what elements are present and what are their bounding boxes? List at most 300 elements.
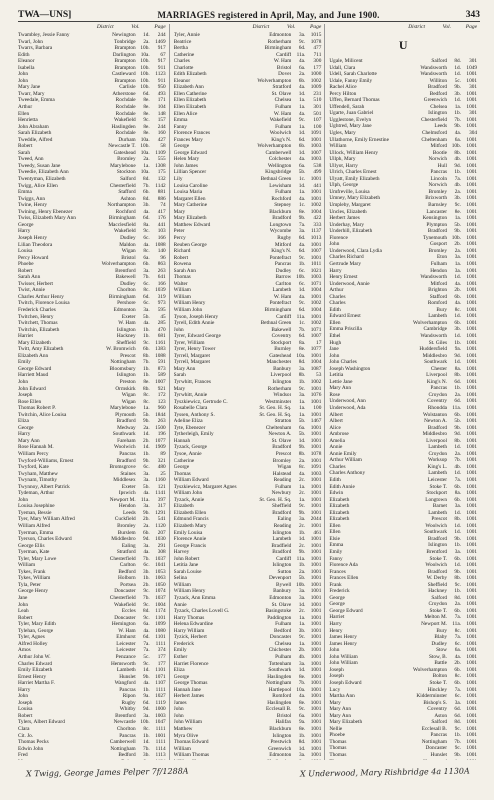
entry-name: Elizabeth Ellen: [173, 509, 207, 516]
entry-page: 1001: [466, 450, 478, 457]
entry-page: 1001: [466, 673, 478, 680]
entry-district: Fulham: [275, 123, 292, 130]
entry-volume: 1b.: [454, 110, 462, 117]
entry-page: 1001: [310, 568, 322, 575]
entry-page: 1071: [310, 280, 322, 287]
entry-page: 231: [313, 90, 322, 97]
entry-page: 1000: [310, 71, 322, 78]
entry-page: 123: [157, 398, 166, 405]
entry-name: Tyrwhitt, Frances: [173, 378, 211, 385]
entry-district: Lambeth: [428, 509, 448, 516]
entry-name: George Henry: [18, 588, 49, 595]
entry-name: William: [173, 287, 191, 294]
entry-volume: 9d.: [143, 706, 150, 713]
entry-volume: 8e.: [299, 208, 306, 215]
entry-volume: 8d.: [143, 195, 150, 202]
entry-name: Twarr, Mary: [18, 90, 45, 97]
entry-volume: 2c.: [299, 523, 306, 530]
entry-district: Hemington: [111, 621, 136, 628]
entry-volume: 1d.: [454, 562, 462, 569]
entry-page: 1001: [310, 293, 322, 300]
entry-page: 263: [157, 418, 166, 425]
entry-volume: 8e.: [143, 123, 150, 130]
entry-name: John Robert: [173, 555, 200, 562]
entry-page: 1111: [155, 640, 166, 647]
entry-volume: 8c.: [454, 627, 462, 634]
entry-volume: 5b.: [143, 483, 150, 490]
entry-name: Thomas: [329, 738, 347, 745]
entry-page: 1001: [310, 136, 322, 143]
entry-name: Thomas Pecks: [18, 739, 49, 746]
entry-name: Leah: [18, 608, 29, 615]
entry-volume: 5b.: [143, 313, 150, 320]
entry-page: 1078: [310, 451, 322, 457]
entry-name: Selina: [173, 575, 187, 582]
entry-volume: 9b.: [454, 535, 462, 542]
entry-volume: 3a.: [143, 712, 150, 719]
entry-volume: 9c.: [143, 228, 150, 235]
entry-page: 1001: [466, 391, 478, 398]
entry-page: 1001: [466, 228, 478, 235]
entry-district: Norwich: [428, 156, 448, 163]
entry-name: John: [18, 71, 29, 78]
entry-volume: 10b.: [140, 719, 150, 726]
entry-page: 1001: [310, 195, 322, 202]
entry-volume: 1d.: [298, 437, 306, 444]
entry-volume: 2a.: [143, 156, 150, 163]
entry-page: 1087: [310, 365, 322, 372]
entry-name: Harry: [329, 267, 342, 274]
entry-name: Charlotte: [173, 64, 194, 71]
district-header: District: [408, 24, 426, 30]
entry-volume: 9a.: [143, 693, 150, 700]
entry-page: 1909: [155, 444, 166, 451]
entry-page: 1039: [155, 287, 166, 294]
entry-district: Woolwich: [425, 522, 448, 529]
entry-volume: [136, 759, 150, 760]
entry-name: Twitch, Florence Louisa: [18, 300, 70, 307]
entry-page: 1007: [155, 378, 166, 385]
entry-district: Cuckfield: [114, 516, 136, 523]
entry-volume: 1b.: [143, 575, 150, 582]
entry-page: 1001: [466, 444, 478, 451]
entry-district: Dudley: [120, 280, 136, 287]
column-3: [329, 24, 480, 760]
entry-page: 1001: [466, 287, 478, 294]
entry-volume: 9c.: [299, 117, 306, 124]
entry-district: Wolstanton: [423, 411, 448, 418]
entry-district: Wolverhampton: [413, 319, 448, 326]
entry-page: 121: [157, 483, 166, 490]
entry-page: 1001: [466, 136, 478, 143]
entry-page: 1001: [466, 149, 478, 156]
entry-district: Preston: [119, 378, 136, 385]
entry-page: 1001: [310, 241, 322, 248]
entry-name: Mary: [173, 385, 186, 392]
entry-volume: 3a.: [454, 267, 462, 274]
entry-district: Dudley: [120, 234, 136, 241]
entry-page: 917: [157, 45, 166, 52]
entry-volume: 3a.: [299, 392, 306, 399]
entry-name: Harriett Maud: [18, 372, 49, 379]
entry-page: 1001: [466, 208, 478, 215]
entry-district: Rhondda: [427, 404, 448, 411]
entry-district: Paddington: [267, 614, 292, 621]
entry-page: 1101: [155, 634, 166, 641]
entry-district: Marylebone: [110, 162, 136, 169]
entry-volume: 3a.: [143, 477, 150, 484]
entry-volume: 4a.: [143, 208, 150, 215]
entry-page: 1001: [466, 483, 478, 490]
entry-district: Islington: [272, 378, 292, 385]
entry-volume: 1d.: [454, 509, 462, 516]
entry-district: Lancaster: [426, 208, 448, 215]
entry-district: Wolverhampton: [413, 666, 448, 673]
entry-page: 1001: [466, 516, 478, 523]
entry-name: Harry: [18, 431, 31, 438]
entry-page: 177: [157, 653, 166, 660]
entry-page: 681: [157, 333, 166, 340]
entry-volume: 8a.: [299, 339, 306, 346]
entry-volume: 8c.: [143, 398, 150, 405]
entry-name: Underhill, Elizabeth: [329, 228, 373, 235]
entry-page: 1007: [310, 149, 322, 156]
entry-district: Southwark: [424, 529, 448, 536]
entry-name: Mary Elizabeth: [329, 719, 363, 726]
entry-page: 950: [157, 84, 166, 91]
entry-district: Mitford: [274, 241, 292, 248]
entry-district: Cambridge: [423, 326, 448, 333]
entry-page: 319: [157, 293, 166, 300]
entry-district: Sheffield: [272, 503, 292, 510]
entry-district: Gateshead: [113, 149, 136, 156]
entry-page: 1001: [466, 693, 478, 700]
entry-name: Twiggs, Ann: [18, 195, 45, 202]
entry-volume: 1b.: [454, 385, 462, 392]
entry-district: Tynemouth: [422, 234, 448, 241]
entry-page: 1001: [310, 653, 322, 660]
entry-name: George: [329, 601, 345, 608]
entry-page: 1001: [466, 175, 478, 182]
entry-district: St. Olave: [271, 601, 292, 608]
entry-name: Ullyot, Harry: [329, 162, 358, 169]
entry-volume: 1d.: [454, 97, 462, 104]
entry-district: Bakewell: [271, 326, 292, 333]
entry-district: Wellington: [267, 162, 292, 169]
entry-district: Woolwich: [269, 130, 292, 137]
entry-name: Emma: [329, 542, 344, 549]
entry-volume: 6d.: [298, 234, 306, 241]
entry-volume: 1d.: [454, 470, 462, 477]
entry-district: Middlesex: [113, 477, 136, 484]
entry-volume: 9b.: [298, 549, 306, 556]
entry-volume: 9b.: [143, 418, 150, 425]
entry-volume: 1d.: [454, 71, 462, 78]
entry-volume: 1d.: [454, 522, 462, 529]
entry-volume: 3b.: [143, 202, 150, 209]
entry-name: Twitchett, Thomas: [18, 320, 58, 327]
entry-district: King's N.: [271, 248, 292, 255]
entry-volume: 5c.: [454, 77, 462, 84]
entry-name: Louisa: [18, 248, 33, 255]
entry-volume: 7b.: [143, 745, 150, 752]
entry-name: Frederick: [329, 588, 350, 595]
entry-volume: 2a.: [454, 391, 462, 398]
entry-volume: 6c.: [143, 234, 150, 241]
entry-name: Ellen Catherine: [173, 90, 207, 97]
entry-district: Fulham: [275, 189, 292, 196]
entry-page: 17: [316, 339, 322, 346]
entry-district: Liverpool: [426, 437, 448, 444]
entry-volume: 9d.: [454, 431, 462, 438]
entry-district: Kingsbridge: [265, 169, 292, 176]
entry-name: Elizabeth Ann: [18, 352, 49, 359]
entry-page: 1001: [466, 319, 478, 326]
entry-page: 176: [157, 215, 166, 222]
entry-page: 1011: [310, 261, 322, 268]
entry-page: 1004: [310, 306, 322, 313]
entry-district: Pancras: [430, 732, 448, 739]
entry-page: 1001: [310, 411, 322, 418]
entry-district: Staines: [120, 470, 136, 477]
entry-name: Charles Anthony: [329, 470, 366, 477]
entry-volume: 6d.: [143, 90, 150, 97]
entry-volume: 8d.: [298, 739, 306, 746]
entry-page: 1001: [310, 667, 322, 674]
entry-page: 1001: [466, 404, 478, 411]
entry-district: Edmonton: [269, 32, 292, 38]
entry-volume: 6b.: [454, 293, 462, 300]
entry-volume: 6b.: [454, 319, 462, 326]
entry-district: Fulham: [275, 104, 292, 111]
entry-district: Bootle: [432, 149, 448, 156]
entry-district: Ecclesall B.: [421, 725, 448, 732]
entry-district: Bromsgrove: [109, 464, 136, 471]
entry-name: Henry Ernest: [329, 274, 358, 281]
entry-volume: 1c.: [299, 320, 306, 327]
entry-name: Lucy: [329, 686, 341, 693]
entry-district: Bradfield: [271, 542, 292, 549]
entry-page: 1001: [310, 627, 322, 634]
entry-district: Islington: [116, 326, 136, 333]
entry-volume: 6c.: [143, 464, 150, 471]
entry-name: Twist, Annie: [18, 287, 45, 294]
entry-name: Tyrer, Henry Tower: [173, 346, 216, 353]
entry-district: Hunslet: [430, 751, 448, 758]
entry-district: Kensington: [422, 215, 448, 222]
entry-name: Beatrice: [173, 38, 192, 45]
entry-name: Edward Ernest: [329, 313, 361, 320]
entry-volume: 11a.: [296, 51, 306, 58]
entry-district: Rotherham: [267, 38, 292, 45]
entry-district: [403, 759, 447, 760]
entry-district: Norwich: [428, 182, 448, 189]
entry-volume: 8c.: [143, 725, 150, 732]
entry-volume: 3b.: [143, 568, 150, 575]
entry-page: 1003: [310, 143, 322, 150]
column-header: [329, 24, 477, 32]
entry-page: 1001: [466, 260, 478, 267]
entry-volume: 1b.: [298, 261, 306, 268]
vol-header: Vol.: [286, 24, 296, 30]
entry-name: Tyla, Peter: [18, 581, 41, 588]
entry-page: 1001: [310, 503, 322, 510]
entry-district: Greenwich: [423, 97, 448, 104]
entry-volume: 6b.: [454, 483, 462, 490]
entry-volume: 1d.: [298, 287, 306, 294]
entry-volume: 6b.: [298, 143, 306, 150]
entry-page: 1091: [310, 130, 322, 137]
handwritten-note-left: X Twigg, George James Pelper 7f/1288A: [25, 766, 189, 779]
entry-district: Newbury: [271, 490, 292, 497]
entry-volume: 1a.: [299, 398, 306, 405]
entry-district: Newcastle T.: [108, 143, 136, 150]
entry-page: 285: [157, 320, 166, 327]
entry-name: Ernest Henry: [18, 673, 47, 680]
entry-page: 1001: [466, 247, 478, 254]
entry-name: Margaret Ellen: [173, 195, 206, 202]
entry-district: Wandsworth: [420, 274, 448, 281]
entry-name: Tyler, Agnes: [18, 634, 45, 641]
entry-name: Frances Ellen: [329, 575, 359, 582]
entry-volume: 3a.: [299, 660, 306, 667]
entry-page: 1001: [466, 385, 478, 392]
entry-district: Hemsworth: [110, 660, 136, 667]
entry-name: Florence Ada: [329, 562, 358, 569]
entry-name: Matthew: [173, 725, 193, 732]
entry-name: Martha Ann: [329, 693, 355, 700]
entry-volume: 1b.: [298, 562, 306, 569]
entry-name: Uffendell, Sarah: [329, 103, 365, 110]
entry-name: John: [329, 647, 340, 654]
entry-district: King's L.: [427, 463, 448, 470]
entry-page: 441: [157, 221, 166, 228]
entry-page: 89: [160, 451, 166, 457]
entry-name: Herbert James: [329, 215, 360, 222]
entry-name: Twisser, Herbert: [18, 280, 54, 287]
entry-page: 1001: [466, 254, 478, 261]
entry-district: King's N.: [271, 136, 292, 143]
entry-volume: 4b.: [298, 653, 306, 660]
entry-page: 1137: [310, 228, 322, 235]
entry-page: 1049: [466, 64, 478, 71]
entry-district: Medway: [117, 424, 136, 431]
entry-name: Frank: [329, 581, 342, 588]
entry-name: John: [18, 496, 29, 503]
entry-district: Cardiff: [276, 313, 292, 320]
entry-volume: 9c.: [143, 588, 150, 595]
entry-volume: 1d.: [298, 745, 306, 752]
entry-volume: 2b.: [143, 581, 150, 588]
entry-volume: 1a.: [299, 621, 306, 628]
entry-volume: 6c.: [454, 640, 462, 647]
entry-district: Sutton: [277, 568, 292, 575]
entry-list: [174, 32, 322, 760]
entry-district: Portsea: [120, 581, 136, 588]
entry-district: Cardiff: [276, 555, 292, 562]
page-number: 343: [465, 10, 480, 20]
entry-page: 1101: [155, 614, 166, 621]
entry-name: John: [18, 77, 29, 84]
entry-name: Thomas Robert P.: [18, 405, 56, 412]
entry-name: Charles: [329, 463, 346, 470]
entry-page: 1001: [466, 274, 478, 281]
entry-page: 921: [157, 385, 166, 392]
entry-page: 555: [157, 156, 166, 163]
entry-name: Letitia: [329, 372, 344, 379]
entry-name: Twitchin, Elizabeth: [18, 326, 60, 333]
entry-name: Nellie: [329, 725, 343, 732]
entry-page: 1001: [466, 123, 478, 130]
entry-name: William: [329, 143, 347, 150]
entry-district: Wigan: [121, 392, 136, 399]
entry-page: 1111: [155, 739, 166, 746]
entry-district: Rochdale: [115, 104, 136, 111]
entry-district: Middlesbro: [111, 536, 136, 543]
entry-page: 171: [157, 97, 166, 104]
entry-name: Louisa Maria: [173, 189, 203, 196]
entry-page: 1001: [466, 431, 478, 438]
entry-page: 1001: [310, 725, 322, 732]
entry-name: Tyrwhitt, Annie: [173, 392, 208, 399]
entry-name: William: [18, 562, 36, 569]
entry-district: Leicester: [427, 477, 448, 483]
entry-volume: 1b.: [143, 333, 150, 340]
entry-page: 1001: [466, 313, 478, 320]
entry-volume: 4a.: [299, 58, 306, 65]
entry-volume: 1a.: [299, 411, 306, 418]
entry-volume: 2a.: [143, 523, 150, 530]
entry-district: St. Giles: [428, 339, 448, 346]
entry-page: 291: [157, 542, 166, 549]
entry-volume: 9c.: [299, 385, 306, 392]
entry-district: Rochford: [271, 195, 292, 202]
entry-district: Newton A.: [268, 431, 292, 438]
entry-district: Chesterfield: [109, 182, 136, 189]
entry-district: Chesterfield: [109, 595, 136, 602]
entry-page: 461: [313, 529, 322, 536]
entry-district: Gosport: [429, 241, 448, 248]
entry-page: 1001: [466, 234, 478, 241]
entry-name: Ugles, Mary: [329, 130, 356, 137]
entry-name: Twitchen, Henry: [18, 313, 54, 320]
entry-district: Doncaster: [114, 588, 136, 595]
entry-name: Percy Howard: [18, 254, 49, 261]
entry-page: [461, 759, 477, 760]
entry-district: Hendon: [430, 267, 448, 274]
entry-volume: 1b.: [454, 542, 462, 549]
entry-page: 1001: [466, 706, 478, 713]
entry-district: Chelsea: [274, 640, 292, 647]
entry-name: Ugglestone, Evelyn: [329, 116, 372, 123]
vol-header: Vol.: [442, 24, 452, 30]
entry-page: 1001: [310, 581, 322, 588]
entry-district: Rochdale: [115, 130, 136, 137]
entry-district: Chesterfield: [109, 555, 136, 562]
entry-district: Hackney: [116, 333, 136, 340]
entry-name: Phoebe: [329, 732, 345, 739]
entry-page: 166: [157, 234, 166, 241]
entry-name: Arthur William: [329, 457, 362, 464]
entry-name: George Thomas: [173, 680, 208, 687]
entry-name: Rose Hannah M.: [18, 444, 54, 451]
entry-page: 1001: [466, 77, 478, 84]
entry-page: 1001: [310, 614, 322, 621]
entry-district: Birmingham: [264, 45, 292, 52]
entry-page: 427: [157, 136, 166, 143]
entry-page: 1123: [155, 71, 166, 78]
entry-name: Sarah: [18, 149, 31, 156]
